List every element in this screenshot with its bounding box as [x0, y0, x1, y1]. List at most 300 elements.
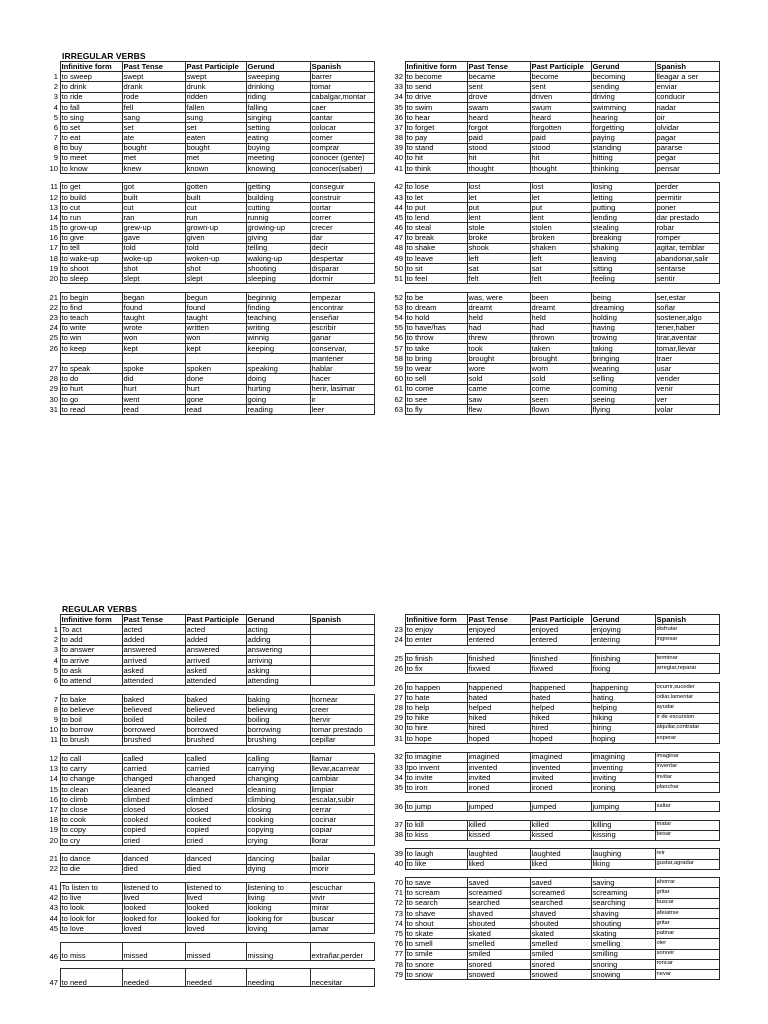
past-participle-cell: eaten: [185, 133, 246, 143]
table-row: [30, 676, 374, 686]
spanish-cell: ganar: [310, 333, 374, 343]
gerund-cell: setting: [246, 123, 310, 133]
row-number: 22: [49, 864, 58, 874]
gerund-cell: attending: [246, 676, 310, 686]
table-row: [375, 969, 719, 979]
row-number: 11: [50, 735, 58, 745]
past-participle-cell: fallen: [185, 102, 246, 112]
past-participle-cell: held: [530, 313, 591, 323]
irregular-verbs-table-right: [375, 61, 720, 415]
past-participle-cell: invited: [530, 772, 591, 782]
table-row: [375, 682, 719, 692]
table-row: [375, 405, 719, 415]
gerund-cell: teaching: [246, 313, 310, 323]
row-number: 12: [49, 754, 58, 764]
table-row: [30, 323, 374, 333]
past-participle-cell: driven: [530, 92, 591, 102]
past-tense-cell: cooked: [122, 815, 185, 825]
gerund-cell: hearing: [591, 112, 655, 122]
past-tense-cell: borrowed: [122, 725, 185, 735]
row-number: 38: [394, 830, 403, 840]
infinitive-cell: to search: [405, 898, 467, 908]
row-number: [30, 354, 60, 364]
gerund-cell: asking: [246, 665, 310, 675]
infinitive-cell: to laugh: [405, 849, 467, 859]
row-number: 30: [49, 394, 58, 404]
gerund-cell: breaking: [591, 233, 655, 243]
past-tense-cell: jumped: [467, 801, 530, 811]
past-tense-cell: killed: [467, 820, 530, 830]
row-number: 45: [394, 212, 403, 222]
past-tense-cell: flew: [467, 405, 530, 415]
row-number: 32: [394, 71, 403, 81]
past-participle-cell: called: [185, 754, 246, 764]
spanish-cell: construir: [310, 192, 374, 202]
table-row: [375, 693, 719, 703]
header-spanish: Spanish: [310, 615, 374, 625]
header-infinitive: Infinitive form: [60, 62, 122, 72]
past-tense-cell: shot: [122, 264, 185, 274]
row-number: 34: [394, 92, 403, 102]
spanish-cell: inventar: [655, 762, 719, 772]
table-row: [375, 343, 719, 353]
infinitive-cell: to sell: [405, 374, 467, 384]
gerund-cell: smelling: [591, 939, 655, 949]
past-participle-cell: died: [185, 864, 246, 874]
row-number: 60: [394, 374, 403, 384]
infinitive-cell: to fall: [60, 102, 122, 112]
past-tense-cell: set: [122, 123, 185, 133]
row-number: 31: [394, 733, 403, 743]
infinitive-cell: to let: [405, 192, 467, 202]
table-spacer-row: [375, 284, 719, 293]
row-number: 52: [394, 292, 403, 302]
spanish-cell: roncar: [655, 959, 719, 969]
spanish-cell: sonreir: [655, 949, 719, 959]
table-row: [375, 733, 719, 743]
past-tense-cell: spoke: [122, 364, 185, 374]
past-tense-cell: listened to: [122, 883, 185, 893]
past-tense-cell: did: [122, 374, 185, 384]
past-participle-cell: let: [530, 192, 591, 202]
past-participle-cell: been: [530, 292, 591, 302]
past-tense-cell: ate: [122, 133, 185, 143]
spanish-cell: nevar: [655, 969, 719, 979]
infinitive-cell: to kiss: [405, 830, 467, 840]
past-participle-cell: killed: [530, 820, 591, 830]
past-participle-cell: climbed: [185, 795, 246, 805]
infinitive-cell: to set: [60, 123, 122, 133]
infinitive-cell: to do: [60, 374, 122, 384]
gerund-cell: trowing: [591, 333, 655, 343]
past-tense-cell: taught: [122, 313, 185, 323]
past-tense-cell: began: [122, 292, 185, 302]
infinitive-cell: to attend: [60, 676, 122, 686]
past-participle-cell: become: [530, 72, 591, 82]
past-participle-cell: happened: [530, 682, 591, 692]
row-number: 47: [49, 978, 58, 987]
past-participle-cell: spoken: [185, 364, 246, 374]
infinitive-cell: to drive: [405, 92, 467, 102]
header-past-tense: Past Tense: [122, 62, 185, 72]
gerund-cell: hiking: [591, 713, 655, 723]
gerund-cell: sleeping: [246, 274, 310, 284]
past-tense-cell: finished: [467, 654, 530, 664]
row-number: 4: [53, 655, 58, 665]
gerund-cell: enjoying: [591, 625, 655, 635]
spanish-cell: extrañar,perder: [310, 942, 374, 960]
past-participle-cell: baked: [185, 694, 246, 704]
past-participle-cell: felt: [530, 274, 591, 284]
past-tense-cell: loved: [122, 924, 185, 934]
table-row: [30, 274, 374, 284]
table-spacer-row: [30, 960, 374, 969]
table-row: [30, 774, 374, 784]
row-number: 21: [49, 854, 58, 864]
infinitive-cell: to happen: [405, 682, 467, 692]
table-row: [375, 354, 719, 364]
table-row: [375, 635, 719, 645]
table-row: [375, 664, 719, 674]
spanish-cell: esperar: [655, 733, 719, 743]
past-tense-cell: lived: [122, 893, 185, 903]
past-participle-cell: hoped: [530, 733, 591, 743]
table-row: [30, 924, 374, 934]
infinitive-cell: to pay: [405, 133, 467, 143]
spacer-cell: [30, 874, 374, 883]
past-participle-cell: snowed: [530, 969, 591, 979]
infinitive-cell: to be: [405, 292, 467, 302]
infinitive-cell: to enter: [405, 635, 467, 645]
spanish-cell: cantar: [310, 112, 374, 122]
infinitive-cell: to hope: [405, 733, 467, 743]
table-row: [30, 264, 374, 274]
row-number: 42: [394, 182, 403, 192]
spacer-cell: [30, 284, 374, 293]
gerund-cell: climbing: [246, 795, 310, 805]
table-row: [30, 292, 374, 302]
gerund-cell: becoming: [591, 72, 655, 82]
row-number: 23: [49, 313, 58, 323]
gerund-cell: putting: [591, 202, 655, 212]
past-tense-cell: screamed: [467, 888, 530, 898]
regular-verbs-table-left: [30, 614, 375, 987]
gerund-cell: sitting: [591, 264, 655, 274]
row-number: 4: [53, 102, 58, 112]
spanish-cell: mantener: [310, 354, 374, 364]
past-participle-cell: missed: [185, 942, 246, 960]
row-number: 77: [394, 949, 403, 959]
row-number: 43: [394, 192, 403, 202]
past-participle-cell: liked: [530, 859, 591, 869]
gerund-cell: snoring: [591, 959, 655, 969]
table-row: [375, 949, 719, 959]
past-participle-cell: entered: [530, 635, 591, 645]
past-tense-cell: put: [467, 202, 530, 212]
spanish-cell: cambiar: [310, 774, 374, 784]
infinitive-cell: to cut: [60, 202, 122, 212]
table-row: [375, 153, 719, 163]
past-tense-cell: called: [122, 754, 185, 764]
past-tense-cell: cleaned: [122, 784, 185, 794]
spacer-cell: [375, 284, 719, 293]
row-number: 2: [53, 82, 58, 92]
table-row: [30, 384, 374, 394]
row-number: 31: [49, 404, 58, 414]
past-tense-cell: hoped: [467, 733, 530, 743]
spanish-cell: tomar prestado: [310, 725, 374, 735]
past-tense-cell: snowed: [467, 969, 530, 979]
row-number: 48: [394, 243, 403, 253]
gerund-cell: bringing: [591, 354, 655, 364]
gerund-cell: living: [246, 893, 310, 903]
row-number: 15: [49, 223, 58, 233]
spanish-cell: creer: [310, 705, 374, 715]
past-tense-cell: read: [122, 405, 185, 415]
past-participle-cell: had: [530, 323, 591, 333]
spanish-cell: gritar: [655, 888, 719, 898]
table-row: [30, 645, 374, 655]
gerund-cell: seeing: [591, 394, 655, 404]
gerund-cell: feeling: [591, 274, 655, 284]
spanish-cell: conocer(saber): [310, 163, 374, 173]
spanish-cell: gritar: [655, 919, 719, 929]
row-number: 55: [394, 323, 403, 333]
infinitive-cell: to meet: [60, 153, 122, 163]
spanish-cell: abandonar,salir: [655, 253, 719, 263]
spanish-cell: permitir: [655, 192, 719, 202]
gerund-cell: sweeping: [246, 72, 310, 82]
row-number: 27: [49, 364, 58, 374]
table-row: [375, 192, 719, 202]
infinitive-cell: to hold: [405, 313, 467, 323]
spanish-cell: cabalgar,montar: [310, 92, 374, 102]
table-row: [30, 364, 374, 374]
past-tense-cell: imagined: [467, 752, 530, 762]
past-tense-cell: sent: [467, 82, 530, 92]
past-tense-cell: woke-up: [122, 253, 185, 263]
spanish-cell: colocar: [310, 123, 374, 133]
table-row: [375, 243, 719, 253]
spanish-cell: comprar: [310, 143, 374, 153]
table-row: [30, 102, 374, 112]
infinitive-cell: to shout: [405, 919, 467, 929]
table-row: [30, 625, 374, 635]
gerund-cell: driving: [591, 92, 655, 102]
past-participle-cell: helped: [530, 703, 591, 713]
past-tense-cell: took: [467, 343, 530, 353]
infinitive-cell: to brush: [60, 735, 122, 745]
gerund-cell: liking: [591, 859, 655, 869]
table-row: [30, 715, 374, 725]
infinitive-cell: to begin: [60, 292, 122, 302]
spanish-cell: sentir: [655, 274, 719, 284]
gerund-cell: taking: [591, 343, 655, 353]
infinitive-cell: to save: [405, 878, 467, 888]
infinitive-cell: to hate: [405, 693, 467, 703]
infinitive-cell: to throw: [405, 333, 467, 343]
table-row: [30, 72, 374, 82]
past-participle-cell: stood: [530, 143, 591, 153]
table-row: [375, 783, 719, 793]
gerund-cell: flying: [591, 405, 655, 415]
past-tense-cell: met: [122, 153, 185, 163]
spanish-cell: [310, 645, 374, 655]
row-number: 63: [394, 404, 403, 414]
row-number: 50: [394, 263, 403, 273]
spacer-cell: [30, 960, 374, 969]
infinitive-cell: [60, 354, 122, 364]
row-number: 11: [50, 182, 58, 192]
spanish-cell: encontrar: [310, 303, 374, 313]
table-row: [375, 112, 719, 122]
table-row: [30, 815, 374, 825]
infinitive-cell: to hike: [405, 713, 467, 723]
infinitive-cell: to get: [60, 182, 122, 192]
infinitive-cell: to wake-up: [60, 253, 122, 263]
spanish-cell: pararse: [655, 143, 719, 153]
infinitive-cell: to iron: [405, 783, 467, 793]
table-row: [375, 801, 719, 811]
past-tense-cell: broke: [467, 233, 530, 243]
table-row: [30, 694, 374, 704]
spanish-cell: escalar,subir: [310, 795, 374, 805]
spanish-cell: sostener,algo: [655, 313, 719, 323]
gerund-cell: hurting: [246, 384, 310, 394]
table-spacer-row: [375, 793, 719, 802]
table-row: [375, 959, 719, 969]
past-participle-cell: dreamt: [530, 303, 591, 313]
spanish-cell: barrer: [310, 72, 374, 82]
header-past-tense: Past Tense: [122, 615, 185, 625]
spanish-cell: besar: [655, 830, 719, 840]
table-row: [30, 705, 374, 715]
header-number-cell: [375, 615, 405, 625]
past-tense-cell: added: [122, 635, 185, 645]
table-row: [30, 143, 374, 153]
infinitive-cell: to kill: [405, 820, 467, 830]
past-participle-cell: smiled: [530, 949, 591, 959]
spanish-cell: ir: [310, 394, 374, 404]
spanish-cell: vender: [655, 374, 719, 384]
table-row: [30, 112, 374, 122]
past-participle-cell: hired: [530, 723, 591, 733]
past-tense-cell: was, were: [467, 292, 530, 302]
row-number: 10: [49, 163, 58, 173]
infinitive-cell: to invite: [405, 772, 467, 782]
past-tense-cell: left: [467, 253, 530, 263]
header-gerund: Gerund: [246, 62, 310, 72]
spanish-cell: conocer (gente): [310, 153, 374, 163]
past-participle-cell: searched: [530, 898, 591, 908]
spanish-cell: caer: [310, 102, 374, 112]
past-tense-cell: thought: [467, 163, 530, 173]
spanish-cell: perder: [655, 182, 719, 192]
past-tense-cell: cut: [122, 202, 185, 212]
past-tense-cell: stood: [467, 143, 530, 153]
spanish-cell: [310, 665, 374, 675]
infinitive-cell: to see: [405, 394, 467, 404]
row-number: 18: [49, 815, 58, 825]
infinitive-cell: to steal: [405, 223, 467, 233]
spanish-cell: cerrar: [310, 805, 374, 815]
spanish-cell: amar: [310, 924, 374, 934]
infinitive-cell: to live: [60, 893, 122, 903]
spanish-cell: buscar: [310, 913, 374, 923]
past-participle-cell: taken: [530, 343, 591, 353]
past-tense-cell: ran: [122, 213, 185, 223]
header-past-tense: Past Tense: [467, 615, 530, 625]
past-participle-cell: hiked: [530, 713, 591, 723]
infinitive-cell: to carry: [60, 764, 122, 774]
past-participle-cell: changed: [185, 774, 246, 784]
infinitive-cell: to sing: [60, 112, 122, 122]
table-row: [30, 243, 374, 253]
past-participle-cell: hit: [530, 153, 591, 163]
past-participle-cell: come: [530, 384, 591, 394]
table-row: [30, 913, 374, 923]
header-past-tense: Past Tense: [467, 62, 530, 72]
past-participle-cell: borrowed: [185, 725, 246, 735]
table-row: [375, 859, 719, 869]
gerund-cell: crying: [246, 835, 310, 845]
past-tense-cell: ironed: [467, 783, 530, 793]
past-tense-cell: believed: [122, 705, 185, 715]
infinitive-cell: to eat: [60, 133, 122, 143]
gerund-cell: wearing: [591, 364, 655, 374]
row-number: 46: [394, 223, 403, 233]
row-number: 26: [49, 343, 58, 353]
table-row: [375, 202, 719, 212]
gerund-cell: cleaning: [246, 784, 310, 794]
infinitive-cell: to need: [60, 969, 122, 987]
header-past-participle: Past Participle: [185, 62, 246, 72]
spanish-cell: necesitar: [310, 969, 374, 987]
gerund-cell: finding: [246, 303, 310, 313]
past-participle-cell: paid: [530, 133, 591, 143]
infinitive-cell: to ask: [60, 665, 122, 675]
past-participle-cell: cleaned: [185, 784, 246, 794]
spanish-cell: buscar: [655, 898, 719, 908]
gerund-cell: changing: [246, 774, 310, 784]
table-row: [30, 795, 374, 805]
row-number: 33: [394, 82, 403, 92]
past-tense-cell: found: [122, 303, 185, 313]
gerund-cell: believing: [246, 705, 310, 715]
table-spacer-row: [30, 874, 374, 883]
infinitive-cell: to look: [60, 903, 122, 913]
table-spacer-row: [375, 674, 719, 683]
table-row: [30, 253, 374, 263]
infinitive-cell: to like: [405, 859, 467, 869]
table-row: [30, 883, 374, 893]
table-row: [30, 213, 374, 223]
table-header-row: [375, 615, 719, 625]
table-row: [375, 919, 719, 929]
gerund-cell: sending: [591, 82, 655, 92]
gerund-cell: stealing: [591, 223, 655, 233]
spanish-cell: disparar: [310, 264, 374, 274]
table-row: [375, 253, 719, 263]
past-tense-cell: smelled: [467, 939, 530, 949]
past-participle-cell: found: [185, 303, 246, 313]
spanish-cell: olvidar: [655, 123, 719, 133]
gerund-cell: looking for: [246, 913, 310, 923]
infinitive-cell: tpo invent: [405, 762, 467, 772]
gerund-cell: acting: [246, 625, 310, 635]
spanish-cell: tomar,llevar: [655, 343, 719, 353]
infinitive-cell: to leave: [405, 253, 467, 263]
